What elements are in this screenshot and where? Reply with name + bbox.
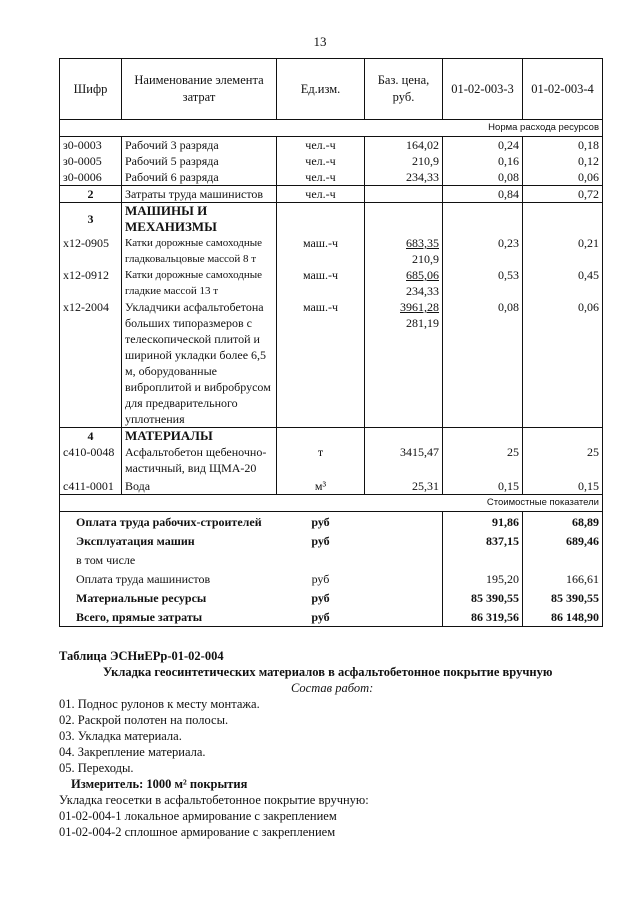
machines-section-row: 3 МАШИНЫ И МЕХАНИЗМЫ	[60, 203, 603, 236]
list-item: 05. Переходы.	[59, 761, 134, 775]
summary-row: в том числе	[60, 550, 603, 569]
section-measure: Измеритель: 1000 м² покрытия	[71, 777, 248, 791]
list-item: 04. Закрепление материала.	[59, 745, 206, 759]
machines-section-title: МАШИНЫ И МЕХАНИЗМЫ	[122, 203, 277, 236]
materials-section-title: МАТЕРИАЛЫ	[122, 428, 277, 445]
col-b-header: 01-02-003-4	[523, 59, 603, 120]
table-header-row	[60, 59, 603, 120]
section-desc: Укладка геосетки в асфальтобетонное покрытие вручную:	[59, 793, 369, 807]
section-table-title: Таблица ЭСНиЕРр-01-02-004	[59, 649, 224, 663]
list-item: 01. Поднос рулонов к месту монтажа.	[59, 697, 260, 711]
cost-label: Стоимостные показатели	[443, 495, 603, 512]
table-row: х12-0905 Катки дорожные самоходные гладковальцовые массой 8 т маш.-ч 683,35 210,9 0,23 0,21	[60, 235, 603, 267]
summary-row: Оплата труда машинистов руб 195,20 166,61	[60, 569, 603, 588]
col-unit-header: Ед.изм.	[277, 59, 365, 120]
list-item: 01-02-004-1 локальное армирование с закреплением	[59, 809, 337, 823]
summary-row: Всего, прямые затраты руб 86 319,56 86 148,90	[60, 607, 603, 627]
cost-label-row	[60, 495, 603, 512]
norm-label-row	[60, 120, 603, 137]
page-number: 13	[313, 34, 327, 49]
materials-section-row: 4 МАТЕРИАЛЫ	[60, 428, 603, 445]
table-section	[59, 648, 619, 840]
resource-table	[59, 58, 603, 627]
list-item: 01-02-004-2 сплошное армирование с закреплением	[59, 825, 336, 839]
summary-row: Материальные ресурсы руб 85 390,55 85 390,55	[60, 588, 603, 607]
table-row: з0-0003 Рабочий 3 разряда чел.-ч 164,02 0,24 0,18	[60, 137, 603, 154]
summary-row: Эксплуатация машин руб 837,15 689,46	[60, 531, 603, 550]
summary-row: Оплата труда рабочих-строителей руб 91,86 68,89	[60, 512, 603, 532]
section-composition: Состав работ:	[291, 681, 374, 695]
col-price-header: Баз. цена, руб.	[365, 59, 443, 120]
section-subtitle: Укладка геосинтетических материалов в асфальтобетонное покрытие вручную	[103, 665, 553, 679]
col-name-header: Наименование элемента затрат	[122, 59, 277, 120]
machinists-row: 2 Затраты труда машинистов чел.-ч 0,84 0,72	[60, 186, 603, 203]
table-row: х12-2004 Укладчики асфальтобетона больших типоразмеров с телескопической плитой и шириной укладки более 6,5 м, оборудованные виброплитой и вибробрусом для предварительного уплотнения маш.-ч 3961,28 281,19 0,08 0,06	[60, 299, 603, 428]
table-row: х12-0912 Катки дорожные самоходные гладкие массой 13 т маш.-ч 685,06 234,33 0,53 0,45	[60, 267, 603, 299]
list-item: 02. Раскрой полотен на полосы.	[59, 713, 229, 727]
table-row: с410-0048 Асфальтобетон щебеночно-мастичный, вид ЩМА-20 т 3415,47 25 25	[60, 444, 603, 476]
col-a-header: 01-02-003-3	[443, 59, 523, 120]
norm-label: Норма расхода ресурсов	[443, 120, 603, 137]
table-row: з0-0005 Рабочий 5 разряда чел.-ч 210,9 0,16 0,12	[60, 153, 603, 169]
list-item: 03. Укладка материала.	[59, 729, 182, 743]
table-row: с411-0001 Вода м³ 25,31 0,15 0,15	[60, 476, 603, 495]
table-row: з0-0006 Рабочий 6 разряда чел.-ч 234,33 0,08 0,06	[60, 169, 603, 186]
col-code-header: Шифр	[60, 59, 122, 120]
